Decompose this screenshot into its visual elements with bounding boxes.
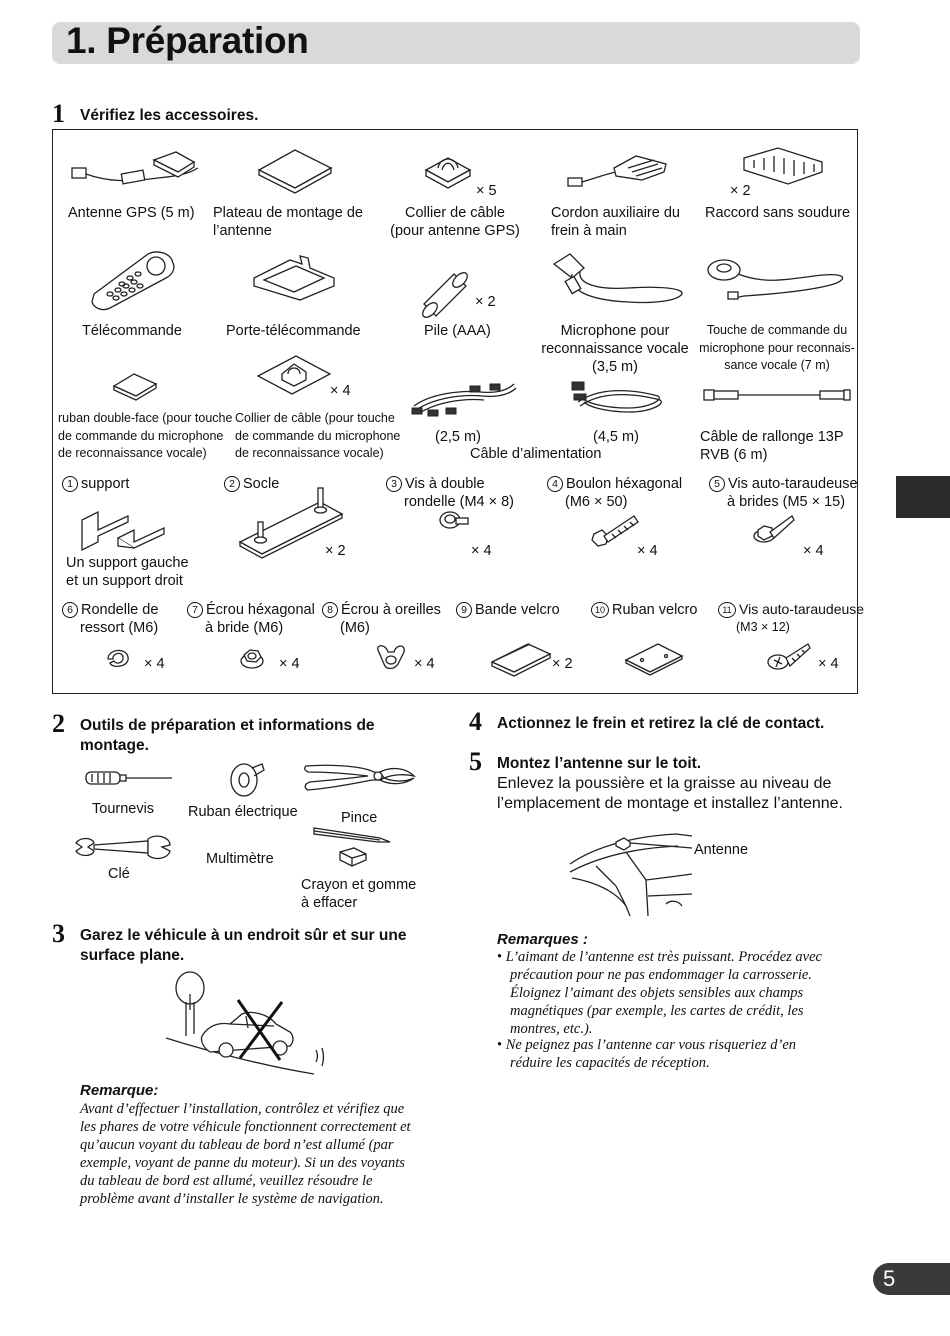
- cable-tie-mic-label: Collier de câble (pour touche de commande du microphone de reconnaissance vocale): [235, 411, 401, 460]
- power-length-1: (2,5 m): [435, 429, 481, 445]
- part-6-label: 6 Rondelle de ressort (M6): [62, 601, 158, 637]
- part-2-label: 2 Socle: [224, 475, 279, 493]
- rgb-cable-label: Câble de rallonge 13P RVB (6 m): [700, 429, 844, 463]
- part-11-qty: × 4: [818, 656, 839, 672]
- pencil-eraser-illustration: [310, 822, 394, 872]
- pliers-label: Pince: [341, 810, 378, 826]
- power-cable-long-illustration: [568, 378, 668, 418]
- mic-key-illustration: [704, 254, 854, 304]
- part-8-qty: × 4: [414, 656, 435, 672]
- step-4-title: Actionnez le frein et retirez la clé de contact.: [497, 715, 825, 732]
- power-cable-short-illustration: [410, 380, 520, 420]
- gps-antenna-illustration: [68, 148, 208, 193]
- step-4-number: 4: [469, 707, 482, 736]
- wrench-label: Clé: [108, 866, 130, 882]
- remote-holder-label: Porte-télécommande: [226, 323, 361, 339]
- velcro-tape-illustration: [622, 640, 686, 676]
- step-2-number: 2: [52, 709, 65, 738]
- pencil-eraser-label: Crayon et gomme à effacer: [301, 877, 417, 911]
- step-3-number: 3: [52, 919, 65, 948]
- tape-label: ruban double-face (pour touche de commande du microphone de reconnaissance vocale): [58, 411, 233, 460]
- part-5-label: 5 Vis auto-taraudeuse à brides (M5 × 15): [709, 475, 858, 511]
- velcro-strip-illustration: [488, 640, 554, 676]
- cable-tie-mic-qty: × 4: [330, 383, 351, 399]
- mount-plate-label: Plateau de montage de l’antenne: [213, 205, 363, 239]
- car-on-slope-illustration: [164, 970, 339, 1080]
- part-8-label: 8 Écrou à oreilles (M6): [322, 601, 441, 637]
- rgb-cable-illustration: [702, 386, 852, 406]
- side-tab: [896, 476, 950, 518]
- page-number: 5: [873, 1263, 950, 1295]
- support-bracket-illustration: [78, 502, 173, 552]
- mic-label: Microphone pour reconnaissance vocale (3,5 m): [541, 323, 689, 375]
- splice-connector-illustration: [738, 146, 828, 191]
- part-1-label: 1 support: [62, 475, 129, 493]
- step-5-remarks-title: Remarques :: [497, 931, 588, 948]
- power-cable-label: Câble d’alimentation: [470, 446, 602, 462]
- step-2-title: Outils de préparation et informations de montage.: [80, 717, 375, 754]
- hex-bolt-illustration: [590, 510, 640, 550]
- part-2-qty: × 2: [325, 543, 346, 559]
- step-3-remark-title: Remarque:: [80, 1082, 159, 1099]
- step-3-remark-text: Avant d’effectuer l’installation, contrôlez et vérifiez que les phares de votre véhicule fonctionnent correctement et qu’aucun voyant du tableau de bord n’est allumé (par exemple, voyant de panne du moteur). Si un des voyants du tableau de bord est allumé, veuillez résoudre le problème avant d’installer le système de navigation.: [80, 1101, 411, 1207]
- part-6-qty: × 4: [144, 656, 165, 672]
- part-11-label: 11 Vis auto-taraudeuse (M3 × 12): [718, 601, 864, 636]
- antenna-callout: Antenne: [694, 842, 749, 858]
- antenna-on-roof-illustration: [566, 826, 696, 918]
- step-5-remark-2: • Ne peignez pas l’antenne car vous risqueriez d’en réduire les capacités de réception.: [497, 1037, 797, 1071]
- cable-tie-mic-illustration: [254, 352, 334, 397]
- flange-nut-illustration: [238, 645, 266, 671]
- step-5-body: Enlevez la poussière et la graisse au niveau de l’emplacement de montage et installez l’antenne.: [497, 775, 843, 812]
- wrench-illustration: [74, 835, 172, 865]
- part-9-qty: × 2: [552, 656, 573, 672]
- step-5-number: 5: [469, 747, 482, 776]
- mount-plate-illustration: [255, 148, 335, 198]
- part-3-qty: × 4: [471, 543, 492, 559]
- cable-tie-gps-illustration: [418, 148, 478, 193]
- multimeter-label: Multimètre: [206, 851, 274, 867]
- remote-control-illustration: [88, 248, 178, 313]
- part-7-qty: × 4: [279, 656, 300, 672]
- screwdriver-label: Tournevis: [92, 801, 155, 817]
- part-7-label: 7 Écrou héxagonal à bride (M6): [187, 601, 315, 637]
- step-1-number: 1: [52, 99, 65, 128]
- part-4-label: 4 Boulon héxagonal (M6 × 50): [547, 475, 682, 511]
- part-1-note: Un support gauche et un support droit: [66, 555, 189, 589]
- step-1-title: Vérifiez les accessoires.: [80, 107, 259, 124]
- brake-cord-label: Cordon auxiliaire du frein à main: [551, 205, 680, 239]
- part-4-qty: × 4: [637, 543, 658, 559]
- battery-illustration: [420, 266, 480, 316]
- step-3-title: Garez le véhicule à un endroit sûr et sur une surface plane.: [80, 927, 407, 964]
- cable-tie-gps-label: Collier de câble (pour antenne GPS): [390, 205, 520, 239]
- page-title: 1. Préparation: [66, 20, 309, 61]
- remote-label: Télécommande: [82, 323, 182, 339]
- brake-cord-illustration: [566, 148, 686, 193]
- electrical-tape-label: Ruban électrique: [188, 804, 298, 820]
- splice-qty: × 2: [730, 183, 751, 199]
- battery-label: Pile (AAA): [424, 323, 491, 339]
- power-length-2: (4,5 m): [593, 429, 639, 445]
- part-10-label: 10 Ruban velcro: [591, 601, 697, 619]
- remote-holder-illustration: [250, 252, 340, 302]
- step-5-remark-1: • L’aimant de l’antenne est très puissant. Procédez avec précaution pour ne pas endommager la carrosserie. Éloignez l’aimant des objets sensibles aux champs magnétiques (par exemple, les cartes de crédit, les montres, etc.).: [497, 949, 822, 1037]
- flange-screw-illustration: [752, 510, 797, 550]
- double-face-tape-illustration: [110, 370, 160, 402]
- part-3-label: 3 Vis à double rondelle (M4 × 8): [386, 475, 514, 511]
- gps-antenna-label: Antenne GPS (5 m): [68, 205, 195, 221]
- mic-key-label: Touche de commande du microphone pour reconnais- sance vocale (7 m): [699, 323, 855, 372]
- pliers-illustration: [302, 758, 418, 798]
- screwdriver-illustration: [84, 768, 176, 788]
- tapping-screw-illustration: [766, 638, 814, 674]
- microphone-illustration: [548, 250, 688, 310]
- spring-washer-illustration: [104, 645, 132, 671]
- step-5-title: Montez l’antenne sur le toit.: [497, 755, 702, 772]
- electrical-tape-illustration: [228, 760, 268, 800]
- splice-label: Raccord sans soudure: [705, 205, 851, 221]
- part-9-label: 9 Bande velcro: [456, 601, 560, 619]
- battery-qty: × 2: [475, 294, 496, 310]
- part-5-qty: × 4: [803, 543, 824, 559]
- wing-nut-illustration: [374, 642, 408, 672]
- washer-screw-illustration: [438, 508, 472, 538]
- cable-tie-gps-qty: × 5: [476, 183, 497, 199]
